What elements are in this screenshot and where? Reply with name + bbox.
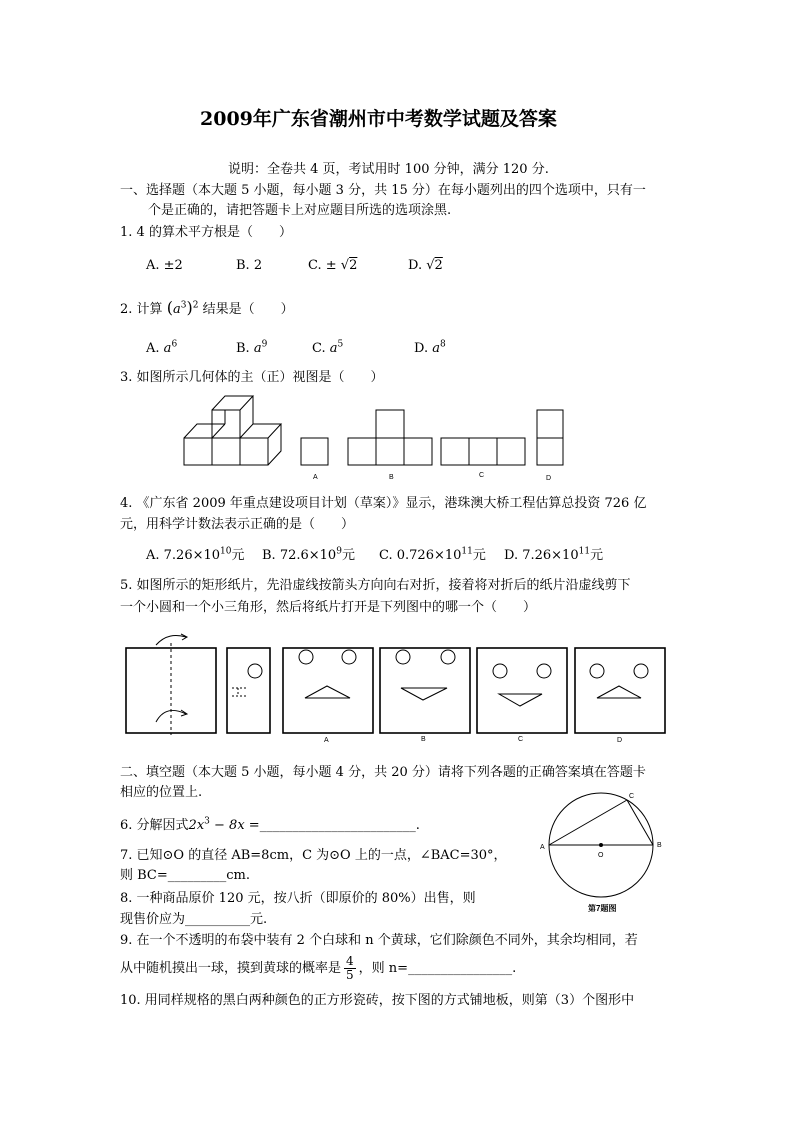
- q5-label-a: A: [324, 737, 329, 744]
- q1-option-c-prefix: C. ±: [308, 258, 337, 273]
- q4-b-exp: 9: [336, 546, 342, 557]
- q4-c-exp: 11: [461, 546, 473, 557]
- q4-b-prefix: B. 72.6×10: [262, 548, 337, 563]
- q2-c-base: a: [329, 341, 338, 356]
- q8-line1: 8. 一种商品原价 120 元，按八折（即原价的 80%）出售，则: [120, 891, 476, 906]
- q1-c-radicand: 2: [349, 258, 358, 273]
- q9-numerator: 4: [346, 954, 354, 968]
- section1-header-line2: 个是正确的，请把答题卡上对应题目所选的选项涂黑.: [148, 203, 452, 218]
- q9-end: .: [512, 961, 517, 976]
- q2-a-label: A.: [146, 341, 160, 356]
- paren-open: (: [166, 298, 173, 317]
- q9-denominator: 5: [346, 968, 354, 982]
- sqrt-symbol: √2: [340, 258, 358, 273]
- figure7-label-c: C: [629, 793, 635, 800]
- q9-line2-mid: ，则 n=: [358, 961, 409, 976]
- q4-a-prefix: A. 7.26×10: [146, 548, 221, 563]
- q7-blank: _________: [167, 868, 227, 883]
- q2-b-label: B.: [236, 341, 250, 356]
- q6-prefix: 6. 分解因式: [120, 818, 189, 833]
- q2-b-base: a: [253, 341, 262, 356]
- q6-blank: ________________________: [259, 818, 416, 833]
- q3-label-d: D: [546, 475, 552, 482]
- q7-line1: 7. 已知⊙O 的直径 AB=8cm，C 为⊙O 上的一点，∠BAC=30°，: [120, 848, 507, 863]
- q2-a-base: a: [163, 341, 172, 356]
- figure7-caption: 第7题图: [588, 904, 617, 913]
- q9-line2: [120, 954, 516, 984]
- q5-label-b: B: [421, 736, 426, 743]
- q5-line2: 一个小圆和一个小三角形，然后将纸片打开是下列图中的哪一个（ ）: [120, 600, 537, 615]
- q4-d-exp: 11: [578, 546, 591, 557]
- paren-close: ): [186, 298, 193, 317]
- q6-expr-a: 2x: [188, 818, 205, 833]
- q2-d-base: a: [432, 341, 440, 356]
- q2-stem-prefix: 2. 计算: [120, 302, 163, 317]
- q6-exp: 3: [204, 816, 210, 827]
- q4-a-suffix: 元: [231, 548, 245, 563]
- q2-d-label: D.: [414, 341, 429, 356]
- q2-d-exp: 8: [440, 339, 446, 350]
- q3-label-b: B: [389, 474, 394, 481]
- q2-c-exp: 5: [337, 339, 344, 350]
- figure7-label-o: O: [598, 852, 604, 859]
- q3-stem: 3. 如图所示几何体的主（正）视图是（ ）: [120, 370, 384, 385]
- sqrt-symbol: √2: [426, 258, 443, 273]
- q6-expr-b: − 8x =: [209, 818, 260, 833]
- q9-blank: ________________: [408, 961, 513, 976]
- instructions: 说明：全卷共 4 页，考试用时 100 分钟，满分 120 分.: [228, 162, 549, 177]
- q5-label-d: D: [617, 737, 623, 744]
- section2-line1: 二、填空题（本大题 5 小题，每小题 4 分，共 20 分）请将下列各题的正确答案填在答题卡: [120, 765, 646, 780]
- q8-line2-suffix: 元.: [250, 912, 268, 927]
- q7-line2-prefix: 则 BC=: [120, 868, 168, 883]
- q1-option-b: B. 2: [236, 258, 263, 273]
- q4-c-prefix: C. 0.726×10: [379, 548, 462, 563]
- q4-line2: 元，用科学计数法表示正确的是（ ）: [120, 517, 355, 532]
- q9-fraction: [344, 955, 356, 982]
- q3-label-a: A: [313, 474, 318, 481]
- q4-d-prefix: D. 7.26×10: [504, 548, 579, 563]
- section1-header-line1: 一、选择题（本大题 5 小题，每小题 3 分，共 15 分）在每小题列出的四个选项中，只有一: [120, 183, 646, 198]
- q2-inner-exp: 3: [180, 300, 187, 311]
- page-title: 2009年广东省潮州市中考数学试题及答案: [200, 108, 557, 130]
- q2-a-exp: 6: [171, 339, 178, 350]
- q6-end: .: [415, 818, 420, 833]
- q9-line1: 9. 在一个不透明的布袋中装有 2 个白球和 n 个黄球，它们除颜色不同外，其余均相同，若: [120, 933, 638, 948]
- q2-c-label: C.: [312, 341, 326, 356]
- q1-option-d-prefix: D.: [408, 258, 423, 273]
- q1-d-radicand: 2: [434, 258, 443, 273]
- q2-stem-suffix: 结果是（ ）: [202, 302, 294, 317]
- q2-base: a: [172, 302, 181, 317]
- q4-c-suffix: 元: [472, 548, 486, 563]
- figure7-label-a: A: [540, 844, 545, 851]
- q1-stem: 1. 4 的算术平方根是（ ）: [120, 225, 292, 240]
- q2-outer-exp: 2: [192, 300, 199, 311]
- q7-line2-suffix: cm.: [226, 868, 251, 883]
- q4-b-suffix: 元: [341, 548, 355, 563]
- q2-b-exp: 9: [261, 339, 268, 350]
- q1-option-a: A. ±2: [146, 258, 183, 273]
- q8-line2-prefix: 现售价应为: [120, 912, 186, 927]
- figure7-label-b: B: [657, 842, 662, 849]
- q10-line1: 10. 用同样规格的黑白两种颜色的正方形瓷砖，按下图的方式铺地板，则第（3）个图形中: [120, 993, 635, 1008]
- q5-label-c: C: [518, 736, 524, 743]
- q4-a-exp: 10: [220, 546, 232, 557]
- q4-d-suffix: 元: [590, 548, 604, 563]
- q4-line1: 4. 《广东省 2009 年重点建设项目计划（草案）》显示，港珠澳大桥工程估算总投资 726 亿: [120, 496, 647, 511]
- q5-line1: 5. 如图所示的矩形纸片，先沿虚线按箭头方向向右对折，接着将对折后的纸片沿虚线剪下: [120, 578, 631, 593]
- q9-line2-prefix: 从中随机摸出一球，摸到黄球的概率是: [120, 961, 342, 976]
- q8-line2: [120, 912, 267, 928]
- section2-line2: 相应的位置上.: [120, 785, 203, 800]
- q3-label-c: C: [479, 472, 485, 479]
- q8-blank: __________: [185, 912, 251, 927]
